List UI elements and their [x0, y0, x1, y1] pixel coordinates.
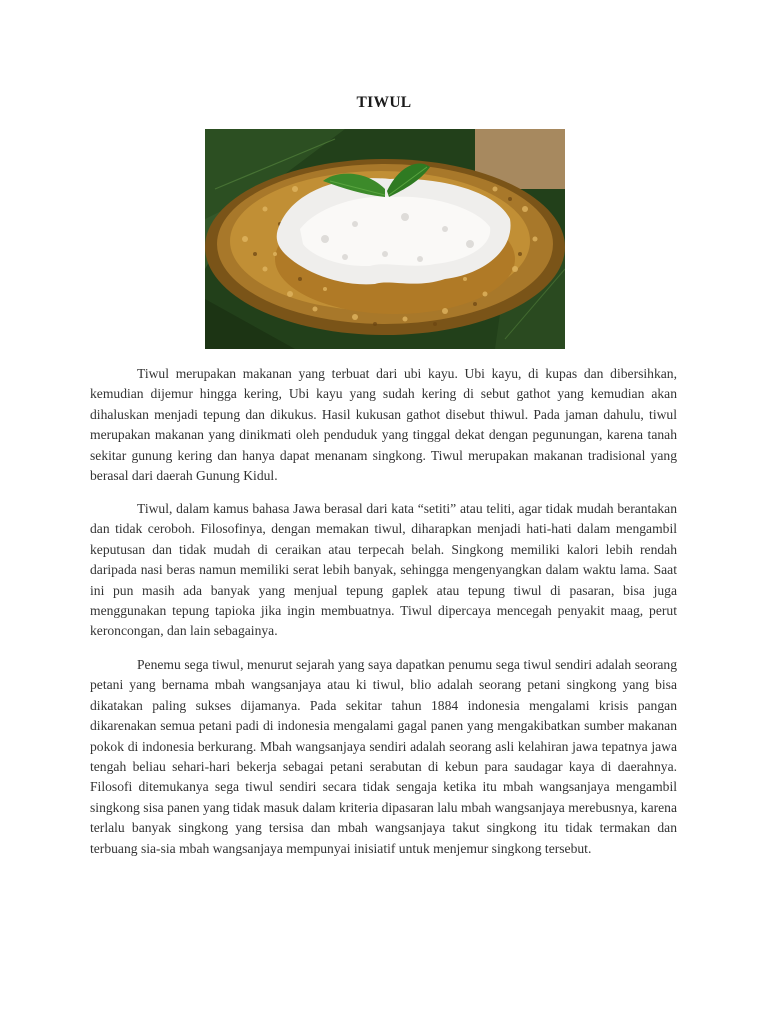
- tiwul-photo: [205, 129, 565, 349]
- page-title: TIWUL: [356, 94, 412, 111]
- tiwul-dish-icon: [205, 129, 565, 349]
- paragraph-3: [90, 655, 677, 871]
- paragraph-text: Tiwul, dalam kamus bahasa Jawa berasal dari kata “setiti” atau teliti, agar tidak mudah berantakan dan tidak ceroboh. Filosofinya, dengan memakan tiwul, diharapkan menjadi hati-hati dalam mengambil keputusan dan tidak mudah di ceraikan atau terpecah belah. Singkong memiliki kalori lebih rendah daripada nasi beras namun memiliki serat lebih banyak, sehingga mengenyangkan dalam waktu lama. Saat ini pun masih ada banyak yang menjual tepung gaplek atau tepung tiwul di pasaran, bisa juga menggunakan tepung tapioka jika ingin membuatnya. Tiwul dipercaya mencegah penyakit maag, perut keroncongan, dan lain sebagainya.: [90, 501, 677, 639]
- paragraph-2: [90, 499, 677, 654]
- paragraph-text: Tiwul merupakan makanan yang terbuat dari ubi kayu. Ubi kayu, di kupas dan dibersihkan, kemudian dijemur hingga kering, Ubi kayu yang sudah kering di sebut gathot yang kemudian akan dihaluskan menjadi tepung dan dikukus. Hasil kukusan gathot disebut thiwul. Pada jaman dahulu, tiwul merupakan makanan yang dinikmati oleh penduduk yang tinggal dekat dengan pegunungan, karena tanah sekitar gunung kering dan hanya dapat menanam singkong. Tiwul merupakan makanan tradisional yang berasal dari daerah Gunung Kidul.: [90, 366, 677, 484]
- paragraph-1: [90, 364, 677, 498]
- paragraph-text: Penemu sega tiwul, menurut sejarah yang saya dapatkan penumu sega tiwul sendiri adalah seorang petani yang bernama mbah wangsanjaya atau ki tiwul, blio adalah seorang petani singkong yang bisa dikatakan paling sukses dijamanya. Pada sekitar tahun 1884 indonesia mengalami krisis pangan dikarenakan semua petani padi di indonesia mengalami gagal panen yang mengakibatkan sumber makanan pokok di indonesia berkurang. Mbah wangsanjaya sendiri adalah seorang asli kelahiran jawa tepatnya jawa tengah beliau sehari-hari bekerja sebagai petani serabutan di kebun para saudagar kaya di daerahnya. Filosofi ditemukanya sega tiwul sendiri secara tidak sengaja ketika itu mbah wangsanjaya mengambil singkong sisa panen yang tidak masuk dalam kriteria dipasaran lalu mbah wangsanjaya merebusnya, karena terlalu banyak singkong yang tersisa dan mbah wangsanjaya takut singkong itu tidak termakan dan terbuang sia-sia mbah wangsanjaya mempunyai inisiatif untuk menjemur singkong tersebut.: [90, 657, 677, 856]
